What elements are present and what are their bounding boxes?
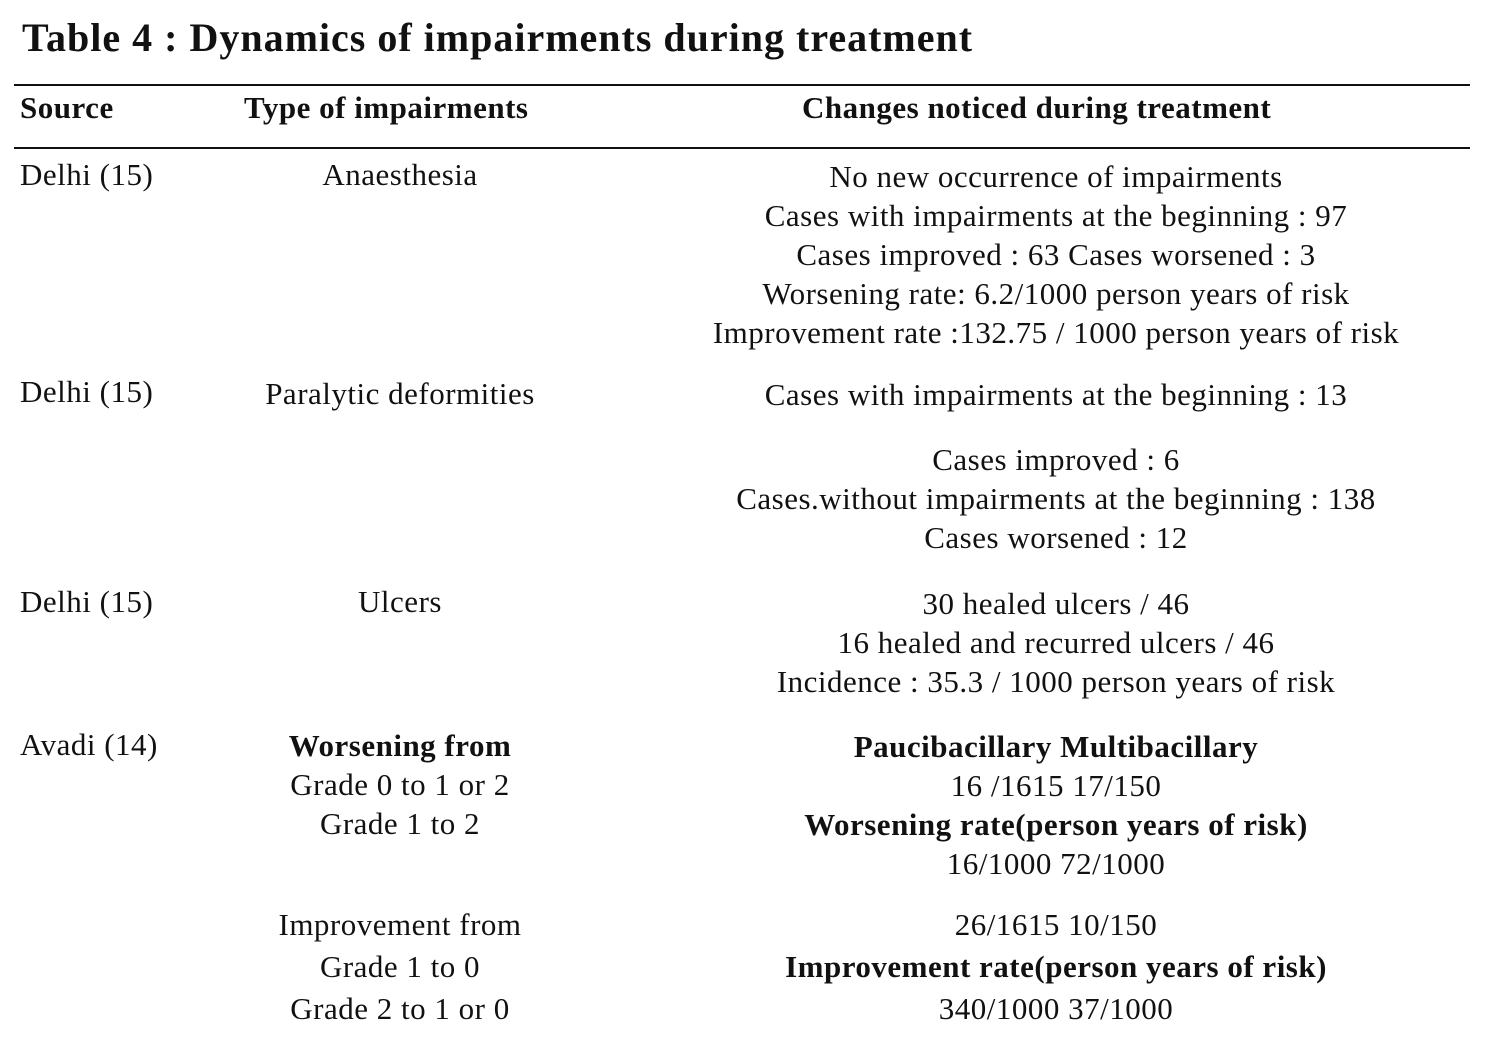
type-line: Grade 0 to 1 or 2: [290, 767, 510, 802]
header-type: Type of impairments: [244, 90, 529, 125]
change-line: 16 /1615 17/150: [950, 768, 1162, 803]
row-type: Paralytic deformities: [265, 376, 535, 411]
row-source: Avadi (14): [20, 727, 158, 762]
change-line: Incidence : 35.3 / 1000 person years of risk: [776, 664, 1336, 699]
row-type: Ulcers: [358, 584, 442, 619]
row-type: Anaesthesia: [322, 157, 478, 192]
row-changes: [785, 904, 1327, 1030]
change-line: Paucibacillary Multibacillary: [853, 729, 1259, 764]
row-type: [289, 726, 512, 843]
change-line: Cases with impairments at the beginning : 97: [764, 198, 1348, 233]
header-changes: Changes noticed during treatment: [802, 90, 1272, 125]
change-line: Cases.without impairments at the beginning : 138: [736, 481, 1376, 516]
row-changes: [713, 157, 1399, 352]
change-line: Improvement rate :132.75 / 1000 person years of risk: [712, 315, 1400, 350]
row-changes: [736, 440, 1376, 557]
change-line: 340/1000 37/1000: [938, 991, 1174, 1026]
row-changes: [765, 375, 1348, 414]
change-line: 16/1000 72/1000: [946, 846, 1166, 881]
row-changes: [804, 727, 1308, 883]
change-line: Cases worsened : 12: [924, 520, 1188, 555]
header-rule: [14, 147, 1470, 149]
type-line: Grade 2 to 1 or 0: [290, 991, 510, 1026]
row-source: Delhi (15): [20, 374, 154, 409]
type-line: Grade 1 to 2: [319, 806, 481, 841]
change-line: Improvement rate(person years of risk): [785, 949, 1327, 984]
row-source: Delhi (15): [20, 157, 154, 192]
change-line: Cases with impairments at the beginning : 13: [764, 377, 1348, 412]
table-title: Table 4 : Dynamics of impairments during treatment: [22, 15, 974, 60]
type-line: Grade 1 to 0: [319, 949, 481, 984]
change-line: No new occurrence of impairments: [829, 159, 1283, 194]
header-source: Source: [20, 90, 114, 125]
top-rule: [14, 84, 1470, 86]
change-line: Worsening rate(person years of risk): [804, 807, 1308, 842]
row-source: Delhi (15): [20, 584, 154, 619]
change-line: Cases improved : 6: [932, 442, 1180, 477]
type-line: Worsening from: [288, 728, 512, 763]
change-line: 16 healed and recurred ulcers / 46: [837, 625, 1275, 660]
change-line: Cases improved : 63 Cases worsened : 3: [796, 237, 1316, 272]
change-line: Worsening rate: 6.2/1000 person years of risk: [762, 276, 1350, 311]
type-line: Improvement from: [278, 907, 522, 942]
change-line: 26/1615 10/150: [954, 907, 1158, 942]
change-line: 30 healed ulcers / 46: [922, 586, 1190, 621]
row-type: [278, 904, 521, 1030]
row-changes: [777, 584, 1335, 701]
